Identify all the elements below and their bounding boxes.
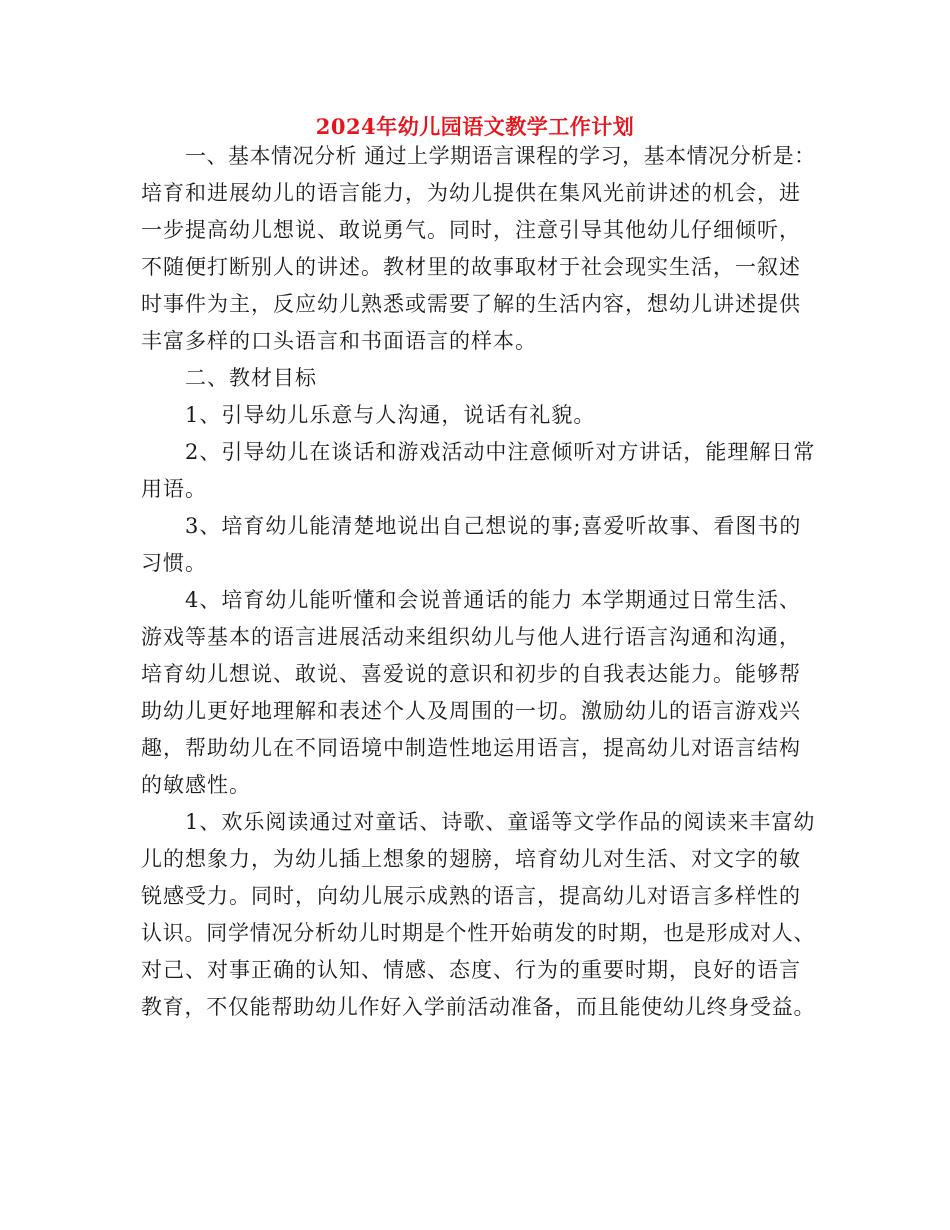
- text-line: 助幼儿更好地理解和表述个人及周围的一切。激励幼儿的语言游戏兴: [141, 699, 801, 723]
- text-line: 游戏等基本的语言进展活动来组织幼儿与他人进行语言沟通和沟通，: [141, 625, 801, 649]
- text-line: 锐感受力。同时，向幼儿展示成熟的语言，提高幼儿对语言多样性的: [141, 884, 801, 908]
- text-line: 时事件为主，反应幼儿熟悉或需要了解的生活内容，想幼儿讲述提供: [141, 292, 801, 316]
- text-line: 二、教材目标: [185, 366, 317, 390]
- text-line: 儿的想象力，为幼儿插上想象的翅膀，培育幼儿对生活、对文字的敏: [141, 847, 801, 871]
- text-line: 培育和进展幼儿的语言能力，为幼儿提供在集风光前讲述的机会，进: [141, 181, 801, 205]
- text-line: 3、培育幼儿能清楚地说出自己想说的事;喜爱听故事、看图书的: [185, 514, 802, 538]
- text-line: 1、欢乐阅读通过对童话、诗歌、童谣等文学作品的阅读来丰富幼: [185, 810, 816, 834]
- text-line: 一步提高幼儿想说、敢说勇气。同时，注意引导其他幼儿仔细倾听，: [141, 218, 801, 242]
- text-line: 丰富多样的口头语言和书面语言的样本。: [141, 329, 537, 353]
- text-line: 1、引导幼儿乐意与人沟通，说话有礼貌。: [185, 403, 596, 427]
- text-line: 习惯。: [141, 551, 207, 575]
- text-line: 培育幼儿想说、敢说、喜爱说的意识和初步的自我表达能力。能够帮: [141, 662, 801, 686]
- document-title: 2024年幼儿园语文教学工作计划: [315, 114, 635, 139]
- text-line: 2、引导幼儿在谈话和游戏活动中注意倾听对方讲话，能理解日常: [185, 440, 816, 464]
- document-body: [141, 138, 817, 1026]
- text-line: 不随便打断别人的讲述。教材里的故事取材于社会现实生活，一叙述: [141, 255, 801, 279]
- text-line: 4、培育幼儿能听懂和会说普通话的能力 本学期通过日常生活、: [185, 588, 802, 612]
- text-line: 趣，帮助幼儿在不同语境中制造性地运用语言，提高幼儿对语言结构: [141, 736, 801, 760]
- text-line: 认识。同学情况分析幼儿时期是个性开始萌发的时期，也是形成对人、: [141, 921, 816, 945]
- text-line: 对己、对事正确的认知、情感、态度、行为的重要时期，良好的语言: [141, 958, 801, 982]
- text-line: 用语。: [141, 477, 207, 501]
- text-line: 的敏感性。: [141, 773, 251, 797]
- text-line: 教育，不仅能帮助幼儿作好入学前活动准备，而且能使幼儿终身受益。: [141, 995, 816, 1019]
- text-line: 一、基本情况分析 通过上学期语言课程的学习，基本情况分析是：: [185, 144, 816, 168]
